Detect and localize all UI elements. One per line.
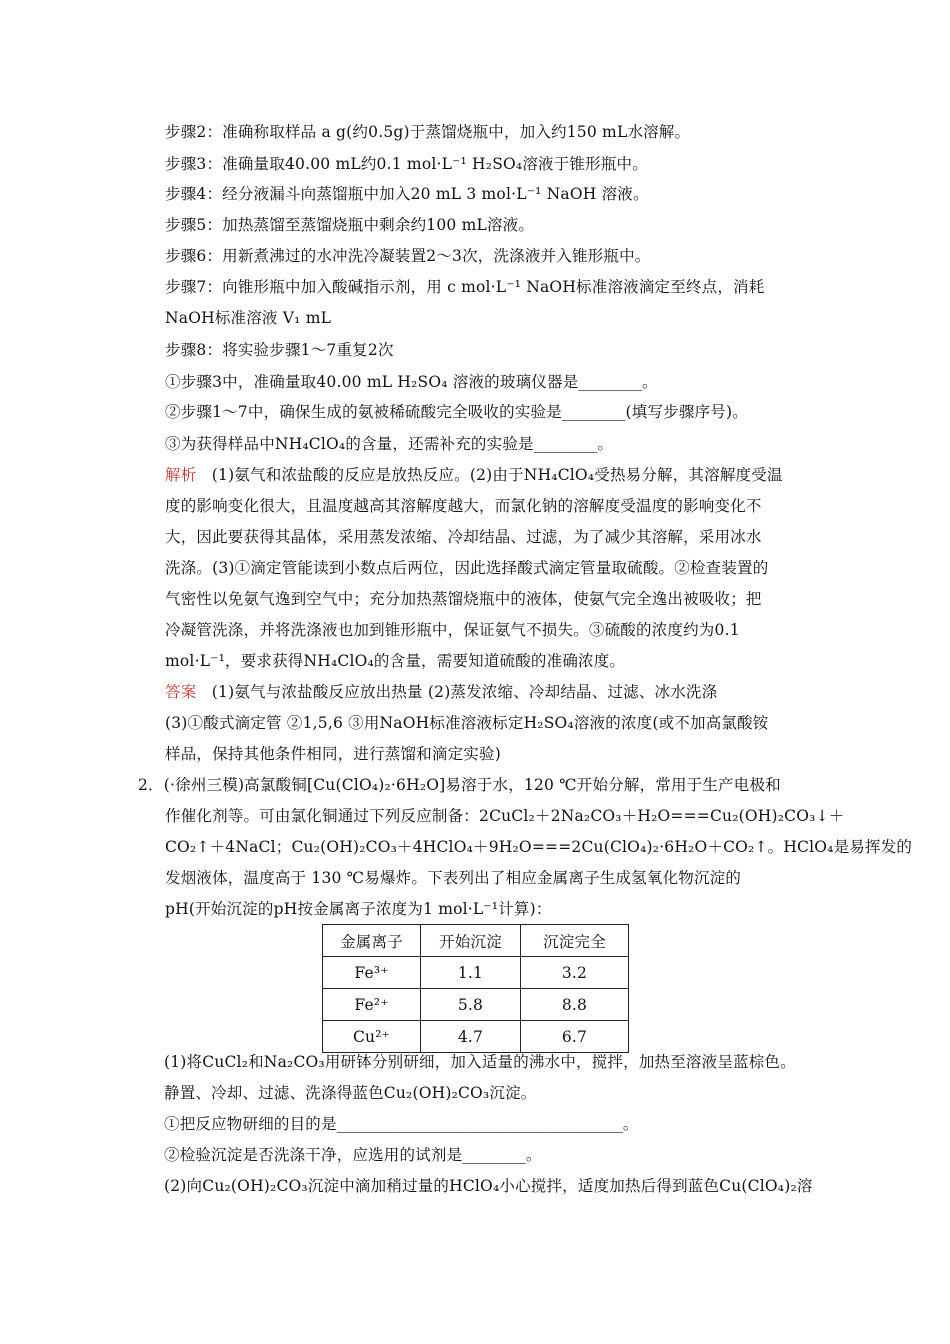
step-7-continued: NaOH标准溶液 V₁ mL — [165, 309, 332, 327]
table-cell-complete: 6.7 — [521, 1021, 629, 1053]
analysis-line-3: 大，因此要获得其晶体，采用蒸发浓缩、冷却结晶、过滤，为了减少其溶解，采用冰水 — [165, 528, 762, 546]
table-row — [323, 989, 629, 1021]
step-7: 步骤7：向锥形瓶中加入酸碱指示剂，用 c mol·L⁻¹ NaOH标准溶液滴定至终点，消耗 — [165, 278, 765, 296]
analysis-line-1 — [165, 465, 783, 485]
precipitation-ph-table — [322, 924, 629, 1053]
step-6: 步骤6：用新煮沸过的水冲洗冷凝装置2～3次，洗涤液并入锥形瓶中。 — [165, 247, 651, 265]
question-2-line-1 — [138, 775, 781, 795]
question-2-number: 2． — [138, 776, 164, 794]
analysis-line-7: mol·L⁻¹，要求获得NH₄ClO₄的含量，需要知道硫酸的准确浓度。 — [165, 652, 626, 670]
answer-text-1: (1)氨气与浓盐酸反应放出热量 (2)蒸发浓缩、冷却结晶、过滤、冰水洗涤 — [211, 683, 718, 701]
table-header-cell: 开始沉淀 — [421, 925, 521, 957]
answer-line-1 — [165, 682, 717, 702]
question-item-1: ①步骤3中，准确量取40.00 mL H₂SO₄ 溶液的玻璃仪器是________。 — [165, 373, 658, 391]
table-header-cell: 沉淀完全 — [521, 925, 629, 957]
table-header-row — [323, 925, 629, 957]
table-cell-complete: 8.8 — [521, 989, 629, 1021]
answer-line-3: 样品，保持其他条件相同，进行蒸馏和滴定实验) — [165, 745, 501, 763]
table-header-cell: 金属离子 — [323, 925, 421, 957]
table-cell-start: 5.8 — [421, 989, 521, 1021]
table-cell-start: 1.1 — [421, 957, 521, 989]
step-3: 步骤3：准确量取40.00 mL约0.1 mol·L⁻¹ H₂SO₄溶液于锥形瓶中。 — [165, 155, 648, 173]
analysis-line-6: 冷凝管洗涤，并将洗涤液也加到锥形瓶中，保证氨气不损失。③硫酸的浓度约为0.1 — [165, 621, 740, 639]
table-cell-ion: Fe³⁺ — [323, 957, 421, 989]
analysis-label: 解析 — [165, 466, 197, 484]
question-item-3: ③为获得样品中NH₄ClO₄的含量，还需补充的实验是________。 — [165, 435, 614, 453]
answer-label: 答案 — [165, 683, 197, 701]
question-2-line-3: CO₂↑＋4NaCl；Cu₂(OH)₂CO₃＋4HClO₄＋9H₂O===2Cu(ClO₄)₂·6H₂O＋CO₂↑。HClO₄是易挥发的 — [165, 838, 913, 856]
analysis-text-1: (1)氨气和浓盐酸的反应是放热反应。(2)由于NH₄ClO₄受热易分解，其溶解度受温 — [211, 466, 783, 484]
part-1-question-1: ①把反应物研细的目的是____________________________________。 — [164, 1115, 639, 1133]
table-cell-complete: 3.2 — [521, 957, 629, 989]
step-8: 步骤8：将实验步骤1～7重复2次 — [165, 341, 394, 359]
analysis-line-4: 洗涤。(3)①滴定管能读到小数点后两位，因此选择酸式滴定管量取硫酸。②检查装置的 — [165, 559, 769, 577]
question-2-text-1: (·徐州三模)高氯酸铜[Cu(ClO₄)₂·6H₂O]易溶于水，120 ℃开始分解，常用于生产电极和 — [163, 776, 781, 794]
table-row — [323, 1021, 629, 1053]
analysis-line-5: 气密性以免氨气逸到空气中；充分加热蒸馏烧瓶中的液体，使氨气完全逸出被吸收；把 — [165, 590, 762, 608]
table-row — [323, 957, 629, 989]
question-item-2: ②步骤1～7中，确保生成的氨被稀硫酸完全吸收的实验是________(填写步骤序号)。 — [165, 403, 748, 421]
step-5: 步骤5：加热蒸馏至蒸馏烧瓶中剩余约100 mL溶液。 — [165, 216, 535, 234]
part-1-question-2: ②检验沉淀是否洗涤干净，应选用的试剂是________。 — [164, 1146, 542, 1164]
step-2: 步骤2：准确称取样品 a g(约0.5g)于蒸馏烧瓶中，加入约150 mL水溶解。 — [165, 123, 691, 141]
question-2-line-4: 发烟液体，温度高于 130 ℃易爆炸。下表列出了相应金属离子生成氢氧化物沉淀的 — [165, 869, 742, 887]
step-4: 步骤4：经分液漏斗向蒸馏瓶中加入20 mL 3 mol·L⁻¹ NaOH 溶液。 — [165, 185, 649, 203]
part-1-line-1: (1)将CuCl₂和Na₂CO₃用研钵分别研细，加入适量的沸水中，搅拌，加热至溶液呈蓝棕色。 — [164, 1053, 796, 1071]
table-cell-ion: Fe²⁺ — [323, 989, 421, 1021]
question-2-line-5: pH(开始沉淀的pH按金属离子浓度为1 mol·L⁻¹计算)： — [165, 900, 552, 918]
part-2-line-1: (2)向Cu₂(OH)₂CO₃沉淀中滴加稍过量的HClO₄小心搅拌，适度加热后得到蓝色Cu(ClO₄)₂溶 — [164, 1177, 813, 1195]
question-2-line-2: 作催化剂等。可由氯化铜通过下列反应制备：2CuCl₂＋2Na₂CO₃＋H₂O===Cu₂(OH)₂CO₃↓＋ — [165, 807, 845, 825]
part-1-line-2: 静置、冷却、过滤、洗涤得蓝色Cu₂(OH)₂CO₃沉淀。 — [164, 1084, 537, 1102]
analysis-line-2: 度的影响变化很大，且温度越高其溶解度越大，而氯化钠的溶解度受温度的影响变化不 — [165, 497, 762, 515]
table-cell-ion: Cu²⁺ — [323, 1021, 421, 1053]
table-cell-start: 4.7 — [421, 1021, 521, 1053]
answer-line-2: (3)①酸式滴定管 ②1,5,6 ③用NaOH标准溶液标定H₂SO₄溶液的浓度(或不加高氯酸铵 — [165, 714, 769, 732]
